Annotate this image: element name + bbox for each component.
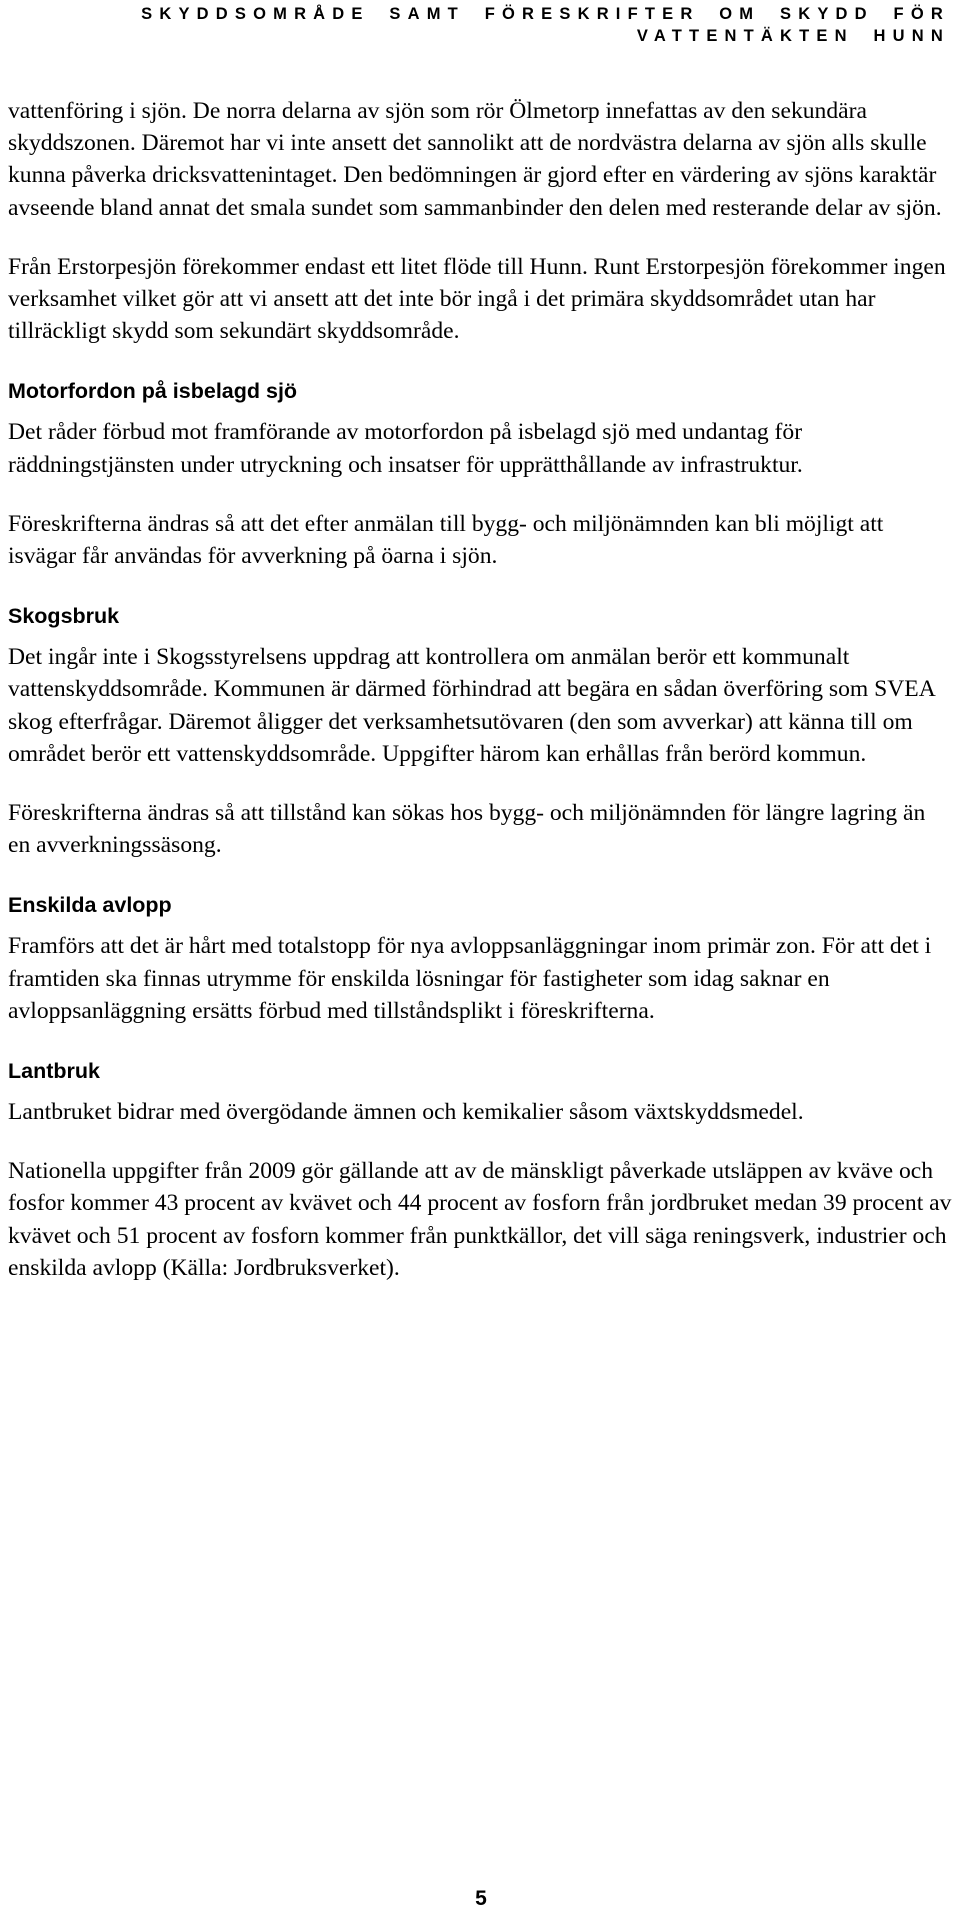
section-heading-enskilda-avlopp: Enskilda avlopp [8,893,172,918]
running-header-line-2: VATTENTÄKTEN HUNN [636,27,950,45]
paragraph-motorfordon-forbud: Det råder förbud mot framförande av motorfordon på isbelagd sjö med undantag för räddningstjänsten under utryckning och insatser för upprätthållande av infrastruktur. [8,419,803,478]
document-body [8,95,953,1311]
running-header-line-1: SKYDDSOMRÅDE SAMT FÖRESKRIFTER OM SKYDD FÖR [141,5,950,23]
page-number [0,1885,960,1913]
section-heading-motorfordon: Motorfordon på isbelagd sjö [8,379,298,404]
paragraph-skogsbruk-anmalan: Det ingår inte i Skogsstyrelsens uppdrag att kontrollera om anmälan berör ett kommunalt vattenskyddsområde. Kommunen är därmed förhindrad att begära en sådan överföring som SVEA skog efterfrågar. Däremot åligger det verksamhetsutövaren (den som avverkar) att känna till om området berör ett vattenskyddsområde. Uppgifter härom kan erhållas från berörd kommun. [8,644,935,767]
paragraph-skogsbruk-andring: Föreskrifterna ändras så att tillstånd kan sökas hos bygg- och miljönämnden för längre lagring än en avverkningssäsong. [8,800,926,859]
running-header [50,3,950,47]
page-number-text: 5 [475,1887,487,1910]
paragraph-lantbruk-nationella-uppgifter: Nationella uppgifter från 2009 gör gällande att av de mänskligt påverkade utsläppen av kväve och fosfor kommer 43 procent av kvävet och 44 procent av fosforn från jordbruket medan 39 procent av kvävet och 51 procent av fosforn kommer från punktkällor, det vill säga reningsverk, industrier och enskilda avlopp (Källa: Jordbruksverket). [8,1158,952,1281]
section-heading-skogsbruk: Skogsbruk [8,604,120,629]
paragraph-erstorpesjon: Från Erstorpesjön förekommer endast ett litet flöde till Hunn. Runt Erstorpesjön förekommer ingen verksamhet vilket gör att vi ansett att det inte bör ingå i det primära skyddsområdet utan har tillräckligt skydd som sekundärt skyddsområde. [8,253,946,345]
section-heading-lantbruk: Lantbruk [8,1059,100,1084]
paragraph-lantbruk-amnen: Lantbruket bidrar med övergödande ämnen och kemikalier såsom växtskyddsmedel. [8,1099,804,1126]
paragraph-sjon-sekundar-zon: vattenföring i sjön. De norra delarna av sjön som rör Ölmetorp innefattas av den sekundära skyddszonen. Däremot har vi inte ansett det sannolikt att de nordvästra delarna av sjön alls skulle kunna påverka dricksvattenintaget. Den bedömningen är gjord efter en värdering av sjöns karaktär avseende bland annat det smala sundet som sammanbinder den delen med resterande delar av sjön. [8,98,942,221]
paragraph-motorfordon-andring: Föreskrifterna ändras så att det efter anmälan till bygg- och miljönämnden kan bli möjligt att isvägar får användas för avverkning på öarna i sjön. [8,510,884,570]
paragraph-enskilda-avlopp: Framförs att det är hårt med totalstopp för nya avloppsanläggningar inom primär zon. För att det i framtiden ska finnas utrymme för enskilda lösningar för fastigheter som idag saknar en avloppsanläggning ersätts förbud med tillståndsplikt i föreskrifterna. [8,933,932,1024]
